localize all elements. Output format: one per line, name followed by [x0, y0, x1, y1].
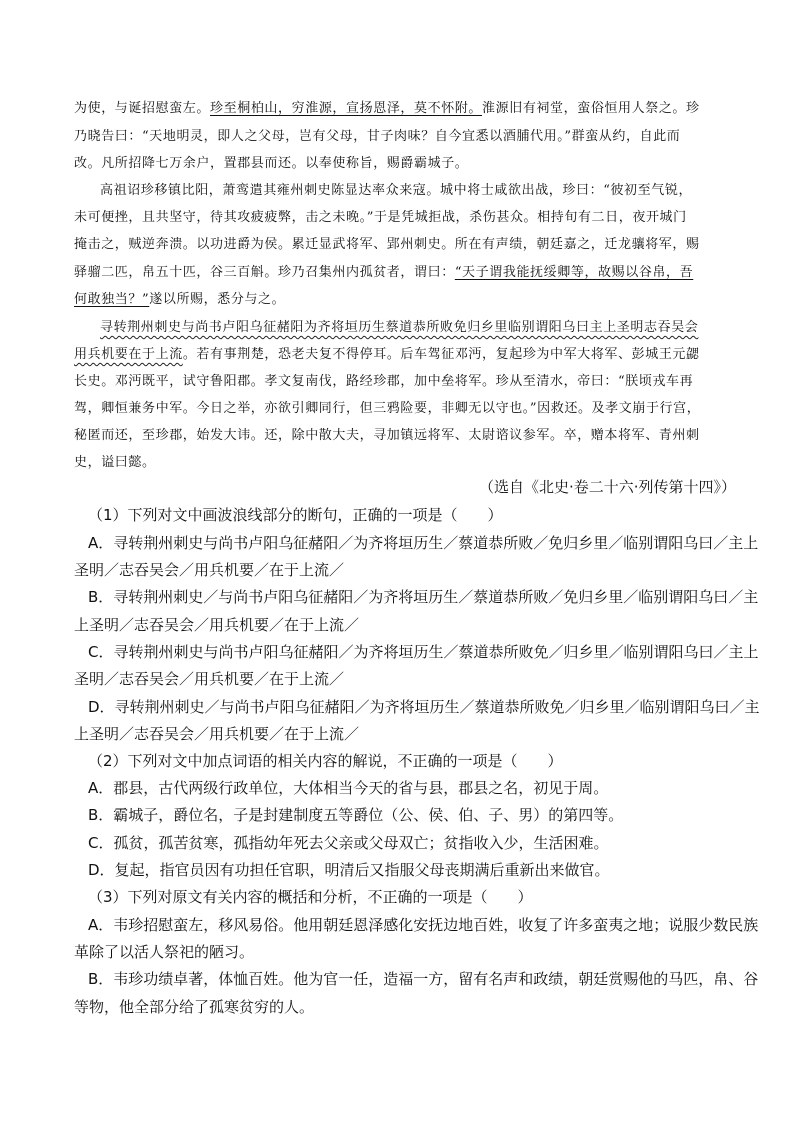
- passage-text: 遂以所赐，悉分与之。: [149, 292, 286, 307]
- question-2-option-a[interactable]: A．郡县，古代两级行政单位，大体相当今天的省与县，郡县之名，初见于周。: [88, 779, 609, 797]
- question-3-option-b[interactable]: B．韦珍功绩卓著，体恤百姓。他为官一任，造福一方，留有名声和政绩，朝廷赏赐他的马匹，帛、谷: [88, 970, 759, 988]
- question-1-option-b-cont: 上圣明／志吞吴会／用兵机要／在于上流／: [74, 616, 360, 634]
- question-2-stem: （2）下列对文中加点词语的相关内容的解说，不正确的一项是（ ）: [88, 752, 563, 770]
- passage-text: 。若有事荆楚，恐老夫复不得停耳。后车驾征邓沔，复起珍为中军大将军、彭城王元勰: [182, 347, 700, 362]
- underlined-sentence: 珍至桐柏山，穷淮源，宣扬恩泽，莫不怀附。: [210, 101, 483, 116]
- passage-p3-line-5: 秘匿而还，至珍郡，始发大讳。还，除中散大夫，寻加镇远将军、太尉谘议参军。卒，赠本将军、青州刺: [74, 428, 700, 443]
- question-1-option-b[interactable]: B．寻转荆州刺史／与尚书卢阳乌征赭阳／为齐将垣历生／蔡道恭所败／免归乡里／临别谓阳乌曰／主: [88, 588, 759, 606]
- passage-text: 为使，与诞招慰蛮左。: [74, 101, 211, 116]
- source-citation: （选自《北史·卷二十六·列传第十四》）: [479, 478, 737, 496]
- passage-p3-line-4: 驾，卿恒兼务中军。今日之举，亦欲引卿同行，但三鸦险要，非卿无以守也。”因救还。及孝文崩于行宫，: [74, 401, 701, 416]
- passage-p3-line-1: [100, 316, 698, 335]
- question-1-option-a[interactable]: A．寻转荆州刺史与尚书卢阳乌征赭阳／为齐将垣历生／蔡道恭所败／免归乡里／临别谓阳乌曰／主上: [88, 534, 759, 552]
- question-1-option-a-cont: 圣明／志吞吴会／用兵机要／在于上流／: [74, 561, 345, 579]
- passage-p1-line-3: 改。凡所招降七万余户，置郡县而还。以奉使称旨，赐爵霸城子。: [74, 156, 469, 171]
- question-1-option-d-cont: 上圣明／志吞吴会／用兵机要／在于上流／: [74, 725, 360, 743]
- passage-p2-line-3: 掩击之，贼逆奔溃。以功进爵为侯。累迁显武将军、郢州刺史。所在有声绩，朝廷嘉之，迁龙骧将军，赐: [74, 237, 700, 252]
- passage-p2-line-2: 未可便挫，且共坚守，待其攻疲疲弊，击之未晚。”于是凭城拒战，杀伤甚众。相持旬有二日，夜开城门: [74, 210, 687, 225]
- question-3-option-a[interactable]: A．韦珍招慰蛮左，移风易俗。他用朝廷恩泽感化安抚边地百姓，收复了许多蛮夷之地；说服少数民族: [88, 916, 759, 934]
- passage-p3-line-2: [74, 343, 700, 362]
- passage-text: 淮源旧有祠堂，蛮俗恒用人祭之。珍: [482, 101, 700, 116]
- question-1-option-d[interactable]: D．寻转荆州刺史／与尚书卢阳乌征赭阳／为齐将垣历生／蔡道恭所败免／归乡里／临别谓阳乌曰／主: [88, 698, 760, 716]
- underlined-sentence: “天子谓我能抚绥卿等，故赐以谷帛，吾: [454, 265, 694, 280]
- passage-p2-line-1: 高祖诏珍移镇比阳，萧鸾遣其雍州刺史陈显达率众来寇。城中将士咸欲出战，珍曰：“彼初至气锐，: [100, 183, 693, 198]
- question-2-option-b[interactable]: B．霸城子，爵位名，子是封建制度五等爵位（公、侯、伯、子、男）的第四等。: [88, 806, 624, 824]
- wavy-underlined-text: 寻转荆州刺史与尚书卢阳乌征赭阳为齐将垣历生蔡道恭所败免归乡里临别谓阳乌曰主上圣明志吞吴会: [100, 320, 699, 335]
- passage-p3-line-6: 史，谥曰懿。: [74, 455, 156, 470]
- passage-p3-line-3: 长史。邓沔既平，试守鲁阳郡。孝文复南伐，路经珍郡，加中垒将军。珍从至清水，帝曰：“朕顷戎车再: [74, 374, 694, 389]
- passage-p1-line-1: [74, 97, 700, 116]
- question-3-option-b-cont: 等物，他全部分给了孤寒贫穷的人。: [74, 998, 315, 1016]
- passage-p2-line-4: [74, 261, 693, 280]
- question-2-option-c[interactable]: C．孤贫，孤苦贫寒，孤指幼年死去父亲或父母双亡；贫指收入少，生活困难。: [88, 834, 609, 852]
- wavy-underlined-text: 用兵机要在于上流: [74, 347, 183, 362]
- question-1-option-c[interactable]: C．寻转荆州刺史与尚书卢阳乌征赭阳／为齐将垣历生／蔡道恭所败免／归乡里／临别谓阳乌曰／主上: [88, 643, 759, 661]
- question-1-stem: （1）下列对文中画波浪线部分的断句，正确的一项是（ ）: [88, 506, 503, 524]
- question-3-stem: （3）下列对原文有关内容的概括和分析，不正确的一项是（ ）: [88, 888, 533, 906]
- underlined-sentence: 何敢独当？”: [74, 292, 150, 307]
- passage-p2-line-5: [74, 288, 285, 307]
- passage-text: 驿骝二匹，帛五十匹，谷三百斛。珍乃召集州内孤贫者，谓曰：: [74, 265, 455, 280]
- passage-p1-line-2: 乃晓告曰：“天地明灵，即人之父母，岂有父母，甘子肉味？自今宜悉以酒脯代用。”群蛮从约，自此而: [74, 129, 681, 144]
- question-1-option-c-cont: 圣明／志吞吴会／用兵机要／在于上流／: [74, 670, 345, 688]
- question-2-option-d[interactable]: D．复起，指官员因有功担任官职，明清后又指服父母丧期满后重新出来做官。: [88, 861, 610, 879]
- question-3-option-a-cont: 革除了以活人祭祀的陋习。: [74, 943, 255, 961]
